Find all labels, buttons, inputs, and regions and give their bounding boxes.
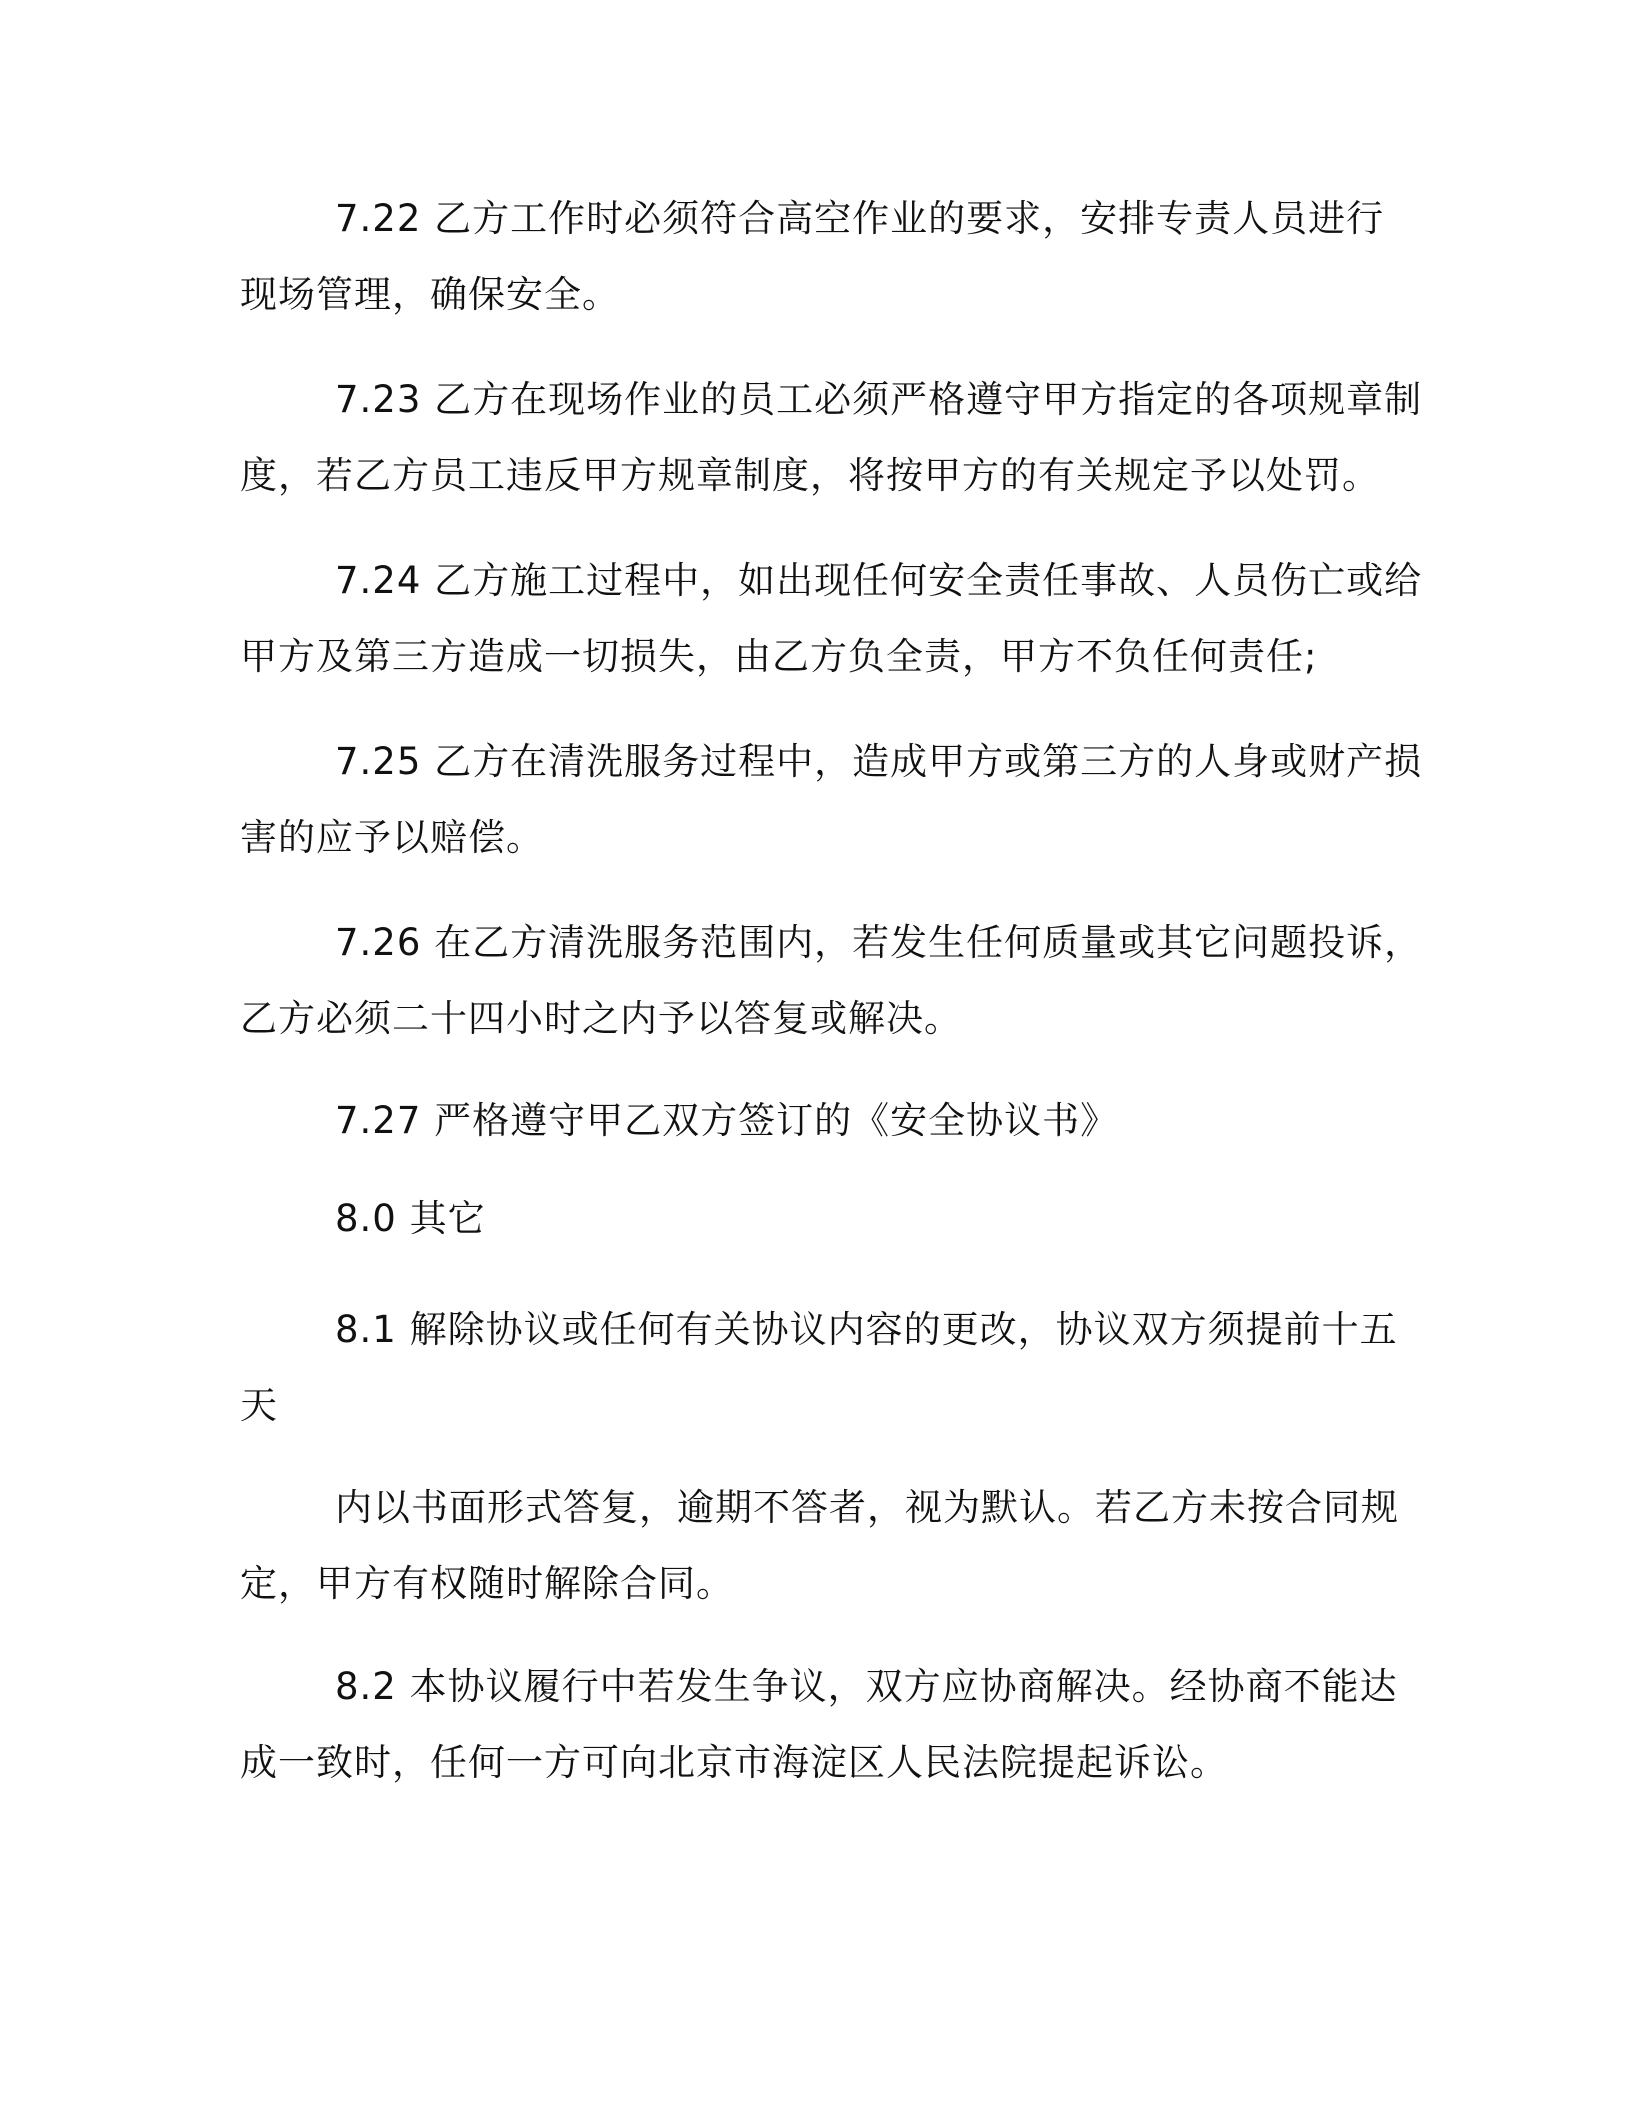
clause-7-23-line-2: 度，若乙方员工违反甲方规章制度，将按甲方的有关规定予以处罚。 — [240, 454, 1380, 497]
clause-7-26-line-1: 7.26 在乙方清洗服务范围内，若发生任何质量或其它问题投诉， — [335, 921, 1423, 964]
clause-7-22-line-2: 现场管理，确保安全。 — [240, 273, 620, 316]
clause-8-1-line-4: 定，甲方有权随时解除合同。 — [240, 1562, 734, 1605]
clause-7-25-line-2: 害的应予以赔偿。 — [240, 816, 544, 859]
clause-8-1-line-1: 8.1 解除协议或任何有关协议内容的更改，协议双方须提前十五 — [335, 1308, 1398, 1351]
clause-8-1-line-3: 内以书面形式答复，逾期不答者，视为默认。若乙方未按合同规 — [335, 1486, 1399, 1529]
clause-7-24-line-2: 甲方及第三方造成一切损失，由乙方负全责，甲方不负任何责任; — [240, 635, 1318, 678]
clause-8-1-line-2: 天 — [240, 1384, 278, 1427]
section-8-heading: 8.0 其它 — [335, 1197, 486, 1240]
clause-7-26-line-2: 乙方必须二十四小时之内予以答复或解决。 — [240, 997, 962, 1040]
clause-7-25-line-1: 7.25 乙方在清洗服务过程中，造成甲方或第三方的人身或财产损 — [335, 740, 1423, 783]
clause-7-23-line-1: 7.23 乙方在现场作业的员工必须严格遵守甲方指定的各项规章制 — [335, 378, 1423, 421]
clause-8-2-line-1: 8.2 本协议履行中若发生争议，双方应协商解决。经协商不能达 — [335, 1665, 1398, 1708]
clause-7-27-line: 7.27 严格遵守甲乙双方签订的《安全协议书》 — [335, 1099, 1119, 1142]
clause-7-22-line-1: 7.22 乙方工作时必须符合高空作业的要求，安排专责人员进行 — [335, 197, 1385, 240]
clause-8-2-line-2: 成一致时，任何一方可向北京市海淀区人民法院提起诉讼。 — [240, 1741, 1228, 1784]
clause-7-24-line-1: 7.24 乙方施工过程中，如出现任何安全责任事故、人员伤亡或给 — [335, 559, 1423, 602]
